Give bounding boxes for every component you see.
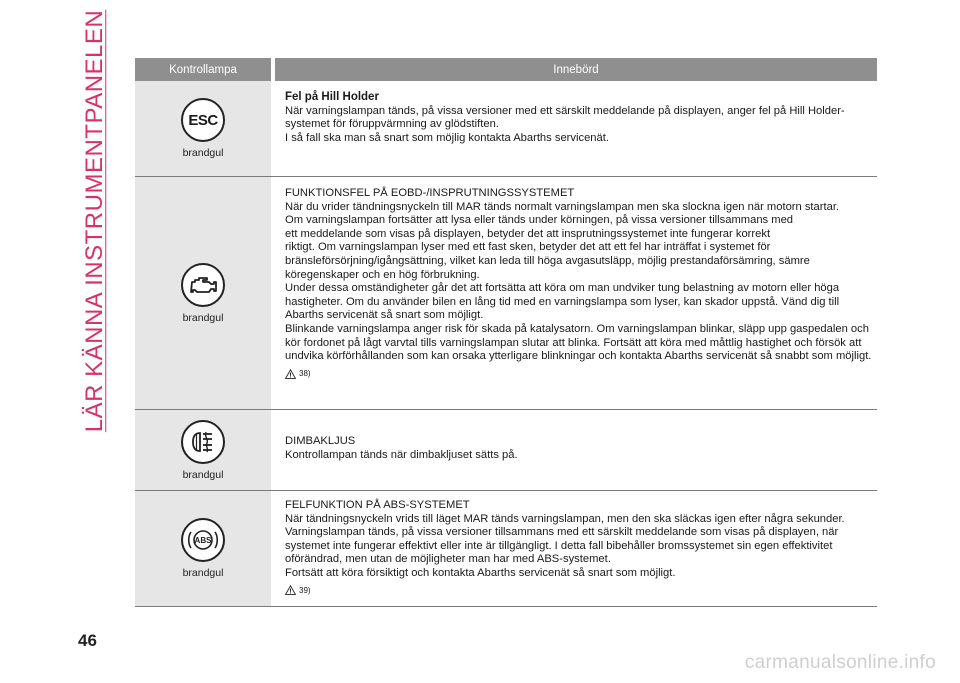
row-paragraph: Fortsätt att köra försiktigt och kontakta Abarths servicenät så snart som möjligt. [285,566,676,579]
row-paragraph: Under dessa omständigheter går det att fortsätta att köra om man undviker tung belastning av motorn eller höga hastigheter. Om du använder bilen en lång tid med en varningslampa som lyser, kan skador uppstå. Vänd dig till Abarths servicenät så snart som möjligt. [285,282,840,322]
row-title: Fel på Hill Holder [285,91,379,103]
row-title: DIMBAKLJUS [285,435,356,447]
row-paragraph: När du vrider tändningsnyckeln till MAR tänds normalt varningslampan men ska slockna igen när motorn startar. [285,200,840,213]
row-title: FUNKTIONSFEL PÅ EOBD-/INSPRUTNINGSSYSTEMET [285,187,575,199]
row-paragraph: ett meddelande som visas på displayen, betyder det att insprutningssystemet inte fungerar korrekt [285,227,771,240]
esc-icon: ESC [181,98,225,142]
header-innebord: Innebörd [275,58,877,81]
watermark: carmanualsonline.info [744,652,936,673]
svg-text:ABS: ABS [194,536,212,546]
row-paragraph: köregenskaper och en hög förbrukning. [285,268,480,281]
warning-reference: 38) [285,367,877,381]
row-paragraph: När tändningsnyckeln vrids till läget MAR tänds varningslampan, men den ska släckas igen efter några sekunder. Varningslampan tänds, på vissa versioner tillsammans med ett särskilt meddelande som visas på displayen, när systemet inte fungerar effektivt eller inte är tillgängligt. I detta fall bibehåller bromssystemet sin egen effektivitet oförändrad, men utan de möjligheter man har med ABS-systemet. [285,512,845,566]
description-cell [275,410,877,490]
row-paragraph: I så fall ska man så snart som möjlig kontakta Abarths servicenät. [285,131,609,144]
row-paragraph: När varningslampan tänds, på vissa versioner med ett särskilt meddelande på displayen, anger fel på Hill Holder-systemet för föruppvärmning av glödstiften. [285,104,845,131]
lamp-color-label: brandgul [182,311,224,324]
row-paragraph: Kontrollampan tänds när dimbakljuset sätts på. [285,448,518,461]
row-title: FELFUNKTION PÅ ABS-SYSTEMET [285,499,470,511]
header-kontrollampa: Kontrollampa [135,58,271,81]
description-cell [275,177,877,409]
description-cell [275,81,877,176]
row-paragraph: Om varningslampan fortsätter att lysa eller tänds under körningen, på vissa versioner tillsammans med [285,214,794,227]
warning-reference: 39) [285,584,877,598]
description-cell [275,491,877,606]
table-row [135,81,877,177]
table-header [135,58,877,81]
row-paragraph: riktigt. Om varningslampan lyser med ett fast sken, betyder det att ett fel har inträffat i systemet för [285,241,771,254]
row-paragraph: Blinkande varningslampa anger risk för skada på katalysatorn. Om varningslampan blinkar, släpp upp gaspedalen och kör fordonet på lågt varvtal tills varningslampan slutar att blinka. Fortsätt att köra med måttlig hastighet och försök att undvika körförhållanden som kan orsaka ytterligare blinkningar och kontakta Abarths servicenät så snabbt som möjligt. [285,322,872,363]
lamp-cell [135,177,271,409]
engine-icon [181,263,225,307]
rear-fog-light-icon [181,420,225,464]
warning-lamp-table [135,58,877,607]
lamp-cell [135,410,271,490]
lamp-color-label: brandgul [182,147,224,159]
row-paragraph: bränsleförsörjning/igångsättning, vilket kan leda till höga avgasutsläpp, möjlig prestandaförsämring, sämre [285,254,810,267]
table-row [135,491,877,607]
table-row [135,177,877,410]
warning-triangle-icon [285,585,296,595]
table-row [135,410,877,491]
lamp-cell [135,81,271,176]
lamp-cell [135,491,271,606]
page-number: 46 [78,631,97,650]
lamp-color-label: brandgul [182,468,224,481]
warning-triangle-icon [285,369,296,379]
lamp-color-label: brandgul [182,567,224,579]
section-title: LÄR KÄNNA INSTRUMENTPANELEN [81,9,109,433]
abs-icon [181,518,225,562]
